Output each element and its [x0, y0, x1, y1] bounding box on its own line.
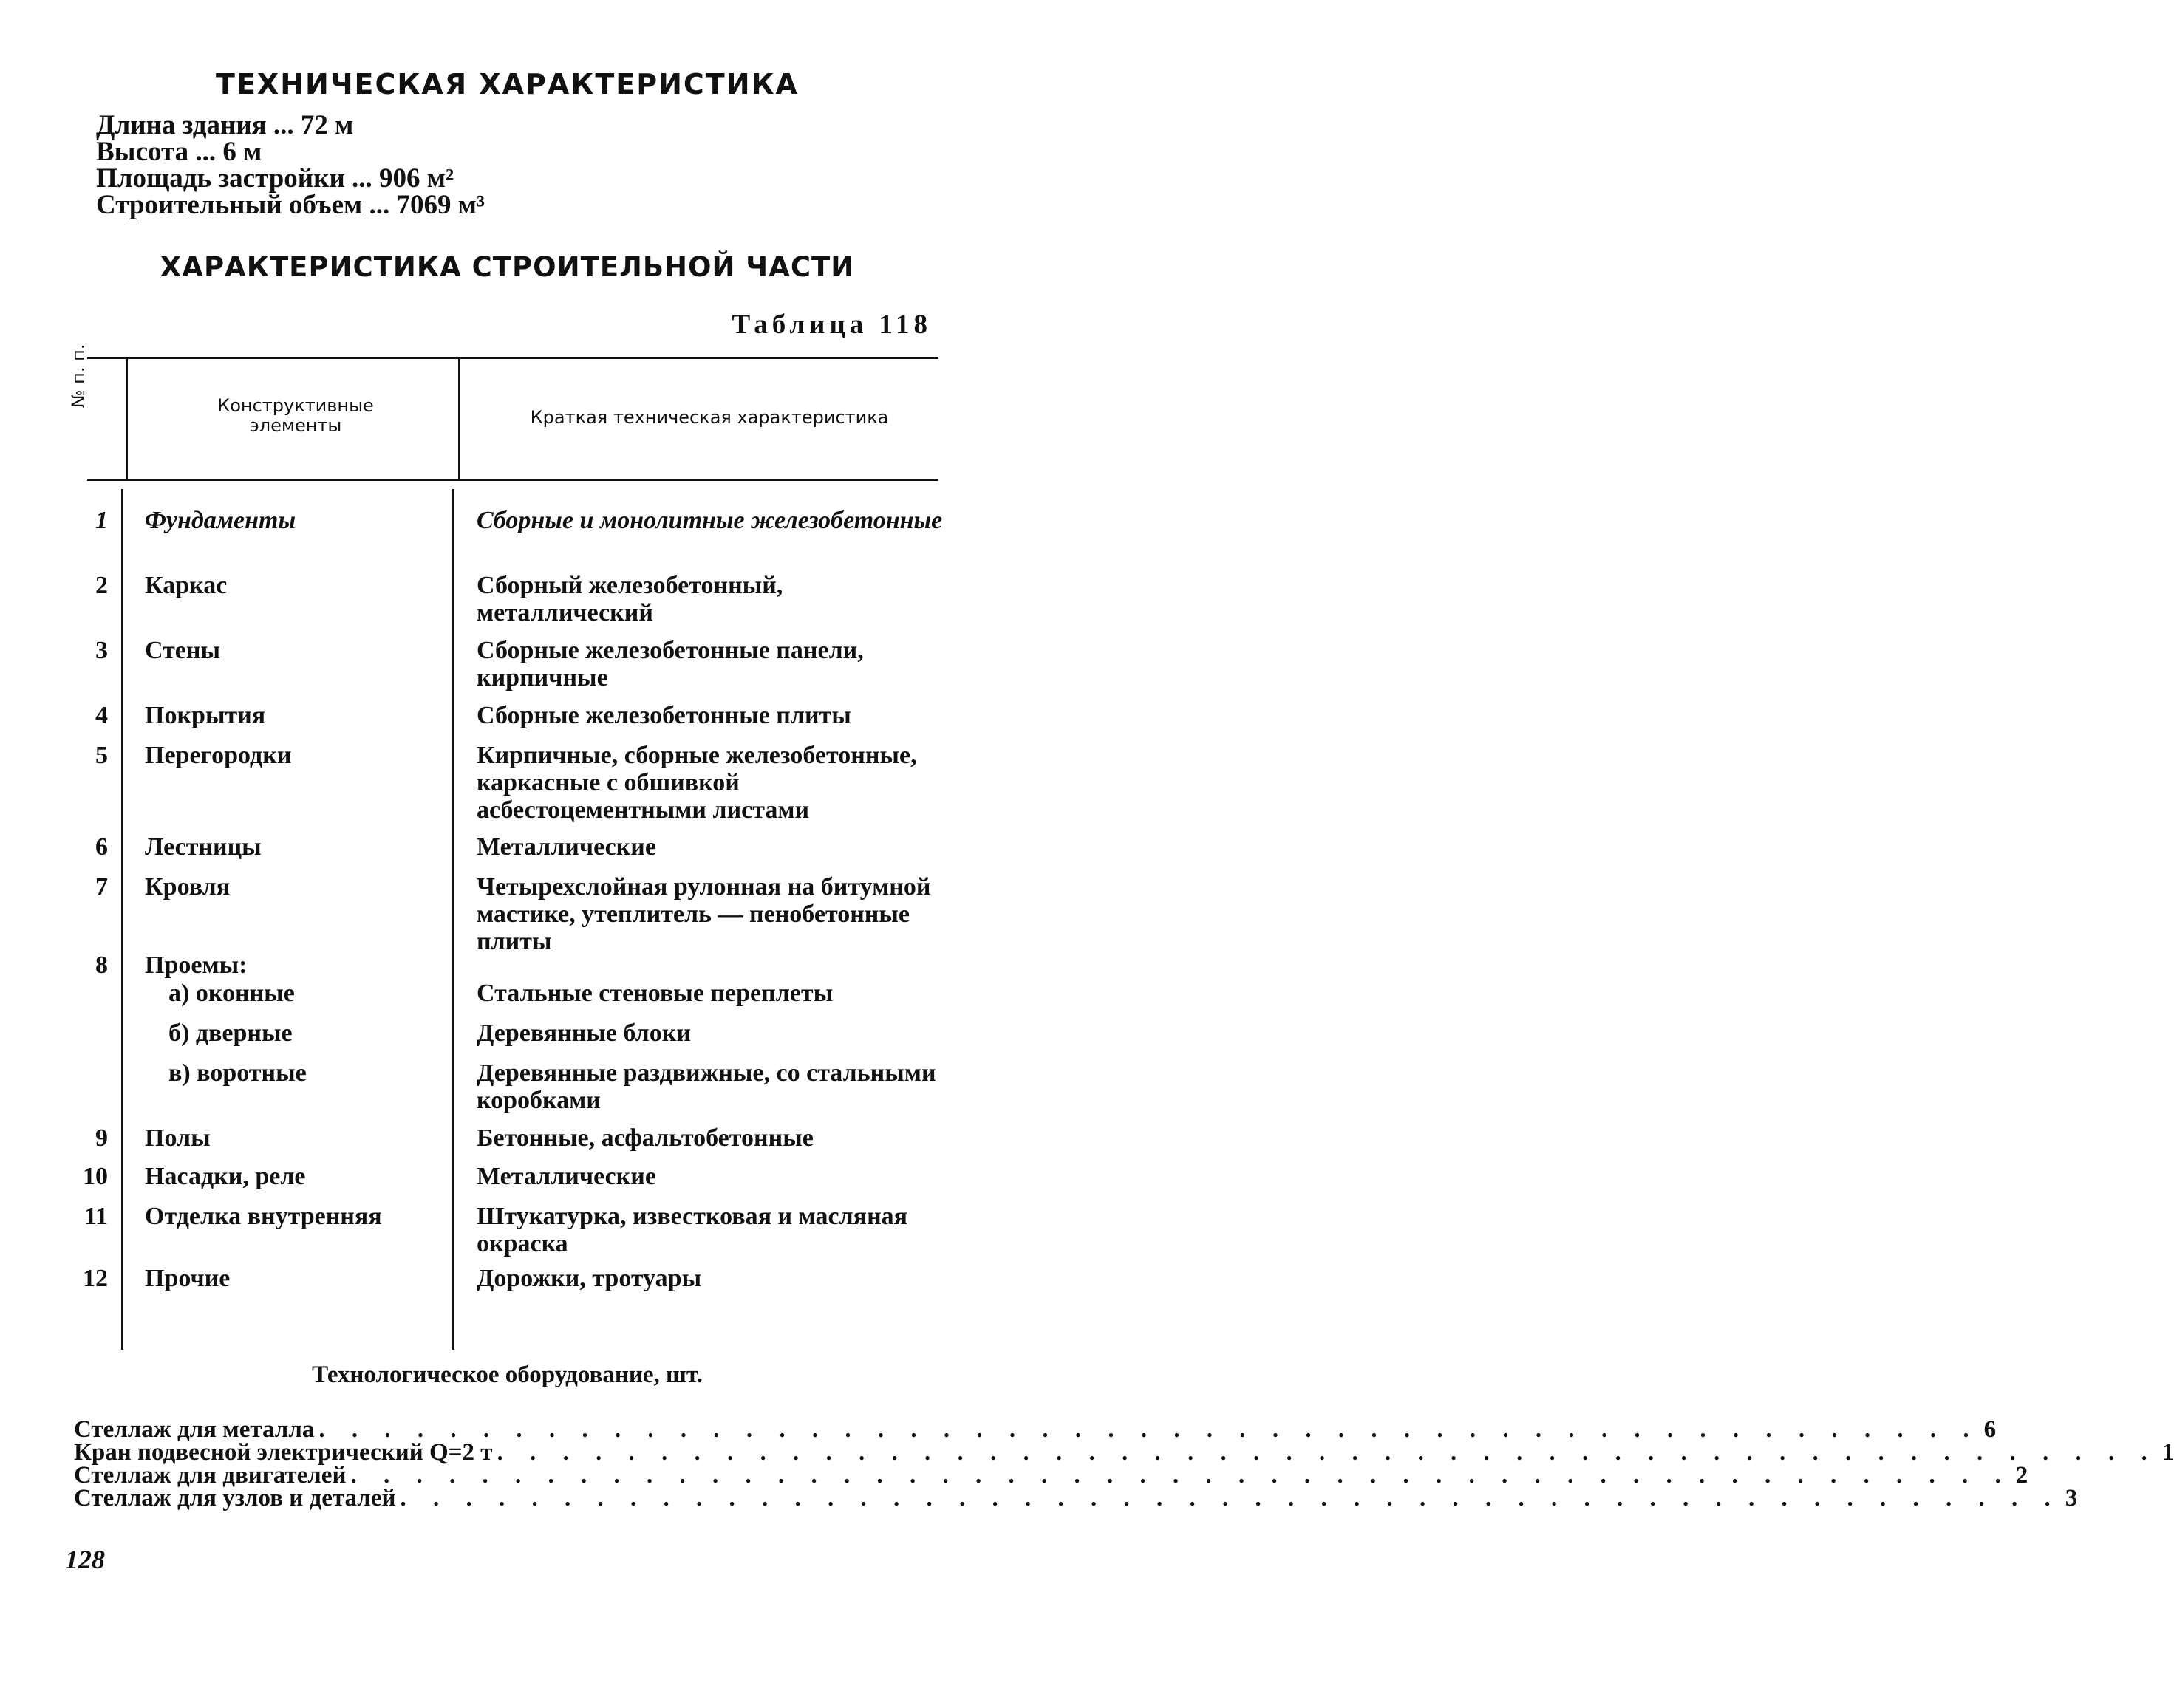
equipment-title: Технологическое оборудование, шт.: [312, 1362, 703, 1388]
col-header-element: Конструктивные элементы: [217, 395, 374, 436]
equipment-name: Стеллаж для металла: [74, 1416, 315, 1443]
row-element: а) оконные: [168, 980, 295, 1007]
row-element: Фундаменты: [145, 507, 296, 534]
row-number: 10: [83, 1163, 108, 1190]
row-element: Полы: [145, 1124, 211, 1152]
spec-line-volume: Строительный объем ... 7069 м³: [96, 190, 485, 220]
list-item: [74, 1439, 2174, 1466]
equipment-qty: 6: [1983, 1416, 1997, 1443]
equipment-qty: 2: [2015, 1462, 2028, 1489]
spec-line-height: Высота ... 6 м: [96, 137, 262, 167]
leader-dots: . . . . . . . . . . . . . . . . . . . . . . . . . . . . . . . . . . . . . . . . . . . . . . . . . . .: [350, 1462, 2011, 1489]
row-element: Каркас: [145, 572, 228, 599]
table-label: Таблица 118: [732, 310, 932, 340]
spec-list: [96, 112, 485, 219]
equipment-name: Кран подвесной электрический Q=2 т: [74, 1439, 493, 1466]
equipment-name: Стеллаж для двигателей: [74, 1462, 347, 1489]
row-description: Сборный железобетонный, металлический: [477, 572, 783, 626]
row-number: 11: [84, 1203, 108, 1230]
row-element: Кровля: [145, 873, 231, 901]
row-number: 4: [95, 702, 108, 729]
row-number: 7: [95, 873, 108, 901]
row-element: Насадки, реле: [145, 1163, 306, 1190]
equipment-qty: 3: [2065, 1485, 2078, 1511]
spec-line-length: Длина здания ... 72 м: [96, 110, 354, 140]
col-header-num: № п. п.: [68, 344, 89, 409]
row-number: 3: [95, 637, 108, 664]
row-description: Металлические: [477, 1163, 656, 1190]
leader-dots: . . . . . . . . . . . . . . . . . . . . . . . . . . . . . . . . . . . . . . . . . . . . . . . . . . .: [318, 1416, 1980, 1443]
row-element: Прочие: [145, 1265, 231, 1292]
row-number: 5: [95, 742, 108, 769]
row-description: Дорожки, тротуары: [477, 1265, 702, 1292]
table-col-divider-2-head: [458, 358, 460, 479]
page-number: 128: [65, 1545, 105, 1574]
row-description: Штукатурка, известковая и масляная окраска: [477, 1203, 908, 1257]
row-element: Проемы:: [145, 952, 248, 979]
row-number: 2: [95, 572, 108, 599]
row-number: 6: [95, 833, 108, 861]
row-element: Лестницы: [145, 833, 262, 861]
equipment-list: [74, 1416, 2174, 1511]
row-number: 1: [95, 507, 108, 534]
row-description: Четырехслойная рулонная на битумной мастике, утеплитель — пенобетонные плиты: [477, 873, 931, 955]
row-description: Бетонные, асфальтобетонные: [477, 1124, 814, 1152]
row-description: Стальные стеновые переплеты: [477, 980, 834, 1007]
spec-line-area: Площадь застройки ... 906 м²: [96, 163, 454, 194]
page-title: ТЕХНИЧЕСКАЯ ХАРАКТЕРИСТИКА: [216, 68, 799, 100]
leader-dots: . . . . . . . . . . . . . . . . . . . . . . . . . . . . . . . . . . . . . . . . . . . . . . . . . . .: [497, 1439, 2158, 1466]
table-header-rule: [87, 479, 938, 481]
row-description: Металлические: [477, 833, 656, 861]
row-number: 12: [83, 1265, 108, 1292]
list-item: [74, 1485, 2078, 1511]
col-header-description: Краткая техническая характеристика: [530, 407, 889, 428]
row-description: Деревянные раздвижные, со стальными коробками: [477, 1059, 936, 1114]
list-item: [74, 1416, 1997, 1443]
row-element: б) дверные: [168, 1019, 293, 1047]
row-description: Кирпичные, сборные железобетонные, каркасные с обшивкой асбестоцементными листами: [477, 742, 917, 824]
row-description: Сборные железобетонные панели, кирпичные: [477, 637, 864, 691]
row-element: Стены: [145, 637, 221, 664]
row-description: Сборные железобетонные плиты: [477, 702, 851, 729]
leader-dots: . . . . . . . . . . . . . . . . . . . . . . . . . . . . . . . . . . . . . . . . . . . . . . . . . . .: [400, 1485, 2061, 1511]
equipment-name: Стеллаж для узлов и деталей: [74, 1485, 396, 1511]
table-col-divider-1-head: [126, 358, 128, 479]
row-element: в) воротные: [168, 1059, 307, 1087]
row-description: Деревянные блоки: [477, 1019, 691, 1047]
table-top-rule: [87, 357, 938, 359]
row-description: Сборные и монолитные железобетонные: [477, 507, 943, 534]
row-element: Перегородки: [145, 742, 292, 769]
table-col-divider-1: [121, 489, 123, 1350]
row-element: Отделка внутренняя: [145, 1203, 382, 1230]
list-item: [74, 1462, 2028, 1489]
row-element: Покрытия: [145, 702, 266, 729]
section-title: ХАРАКТЕРИСТИКА СТРОИТЕЛЬНОЙ ЧАСТИ: [160, 251, 855, 283]
equipment-qty: 1: [2161, 1439, 2174, 1466]
row-number: 9: [95, 1124, 108, 1152]
row-number: 8: [95, 952, 108, 979]
